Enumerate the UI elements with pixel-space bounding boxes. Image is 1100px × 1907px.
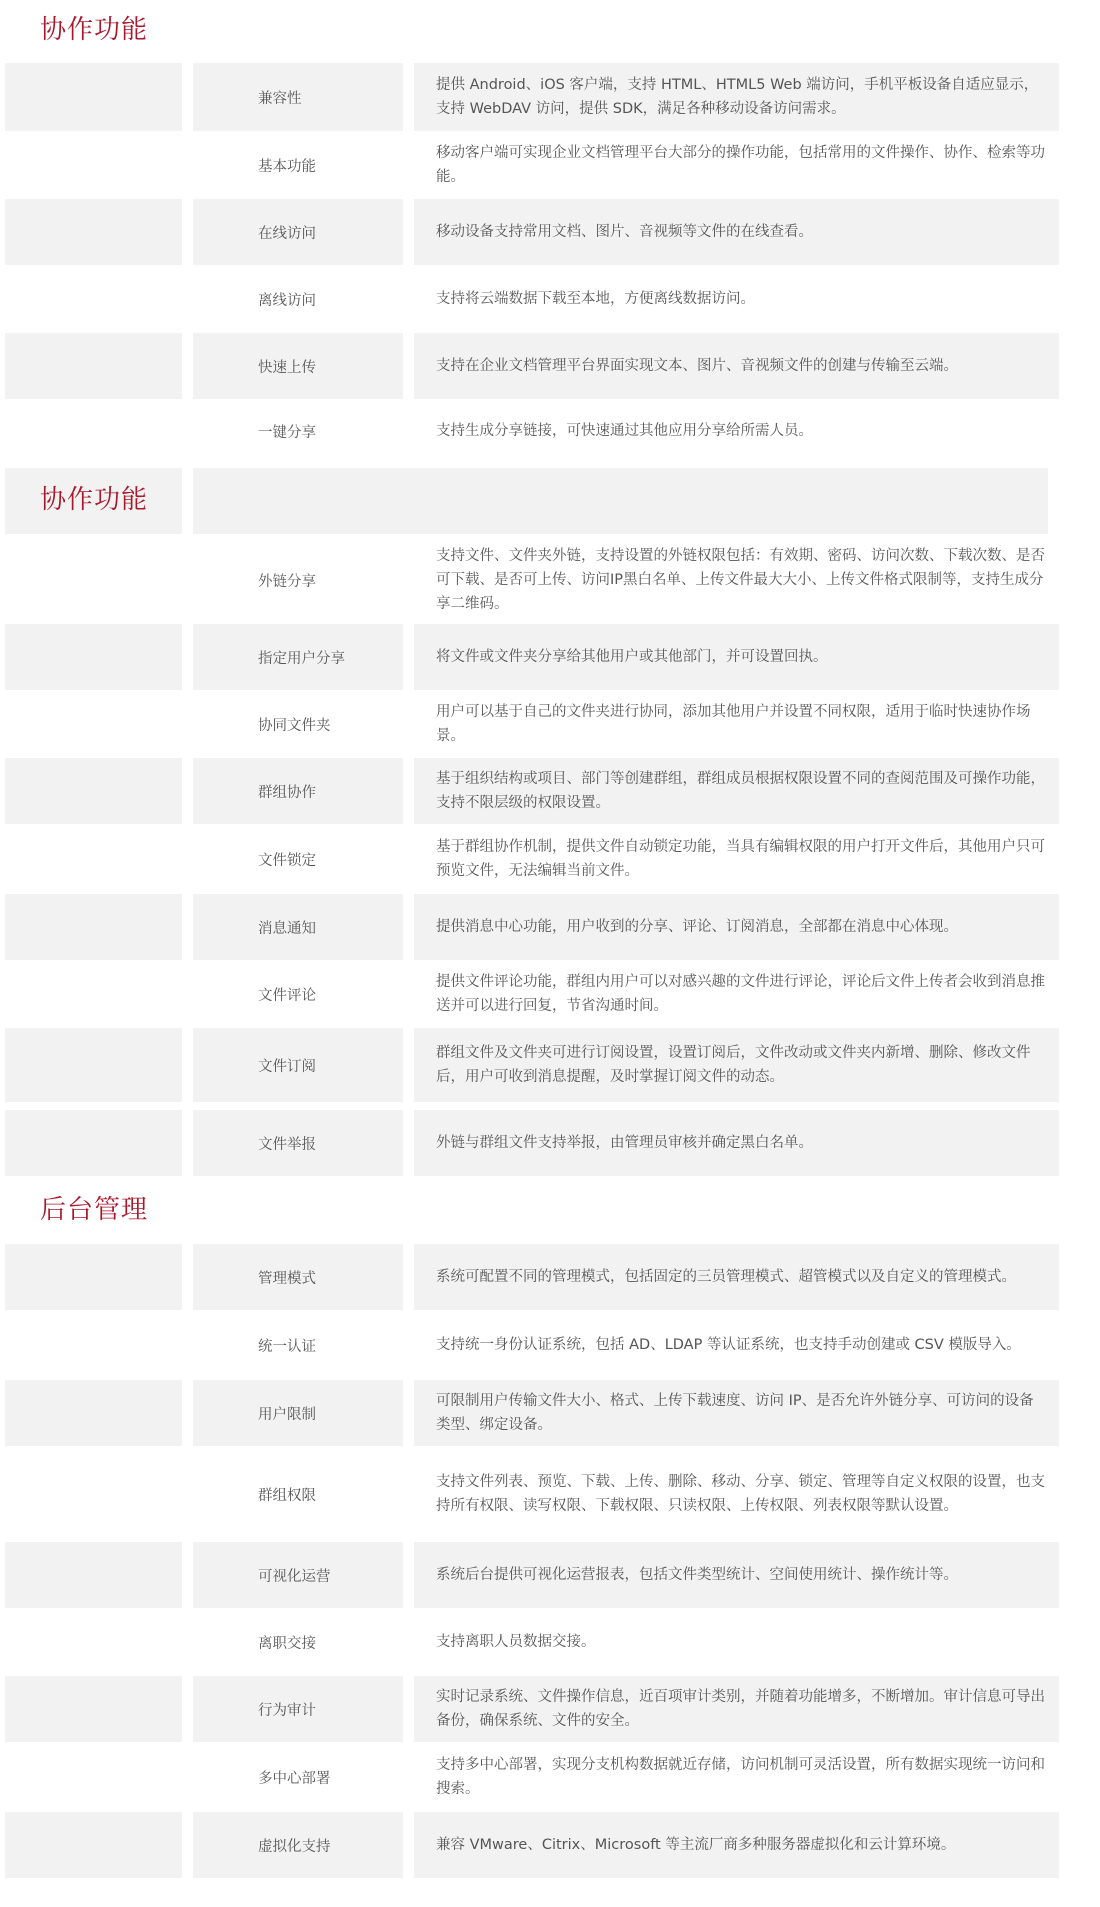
feature-name: 用户限制 [193,1380,403,1446]
feature-desc: 系统后台提供可视化运营报表，包括文件类型统计、空间使用统计、操作统计等。 [414,1542,1059,1608]
feature-desc: 支持文件列表、预览、下载、上传、删除、移动、分享、锁定、管理等自定义权限的设置，也支持所有权限、读写权限、下载权限、只读权限、上传权限、列表权限等默认设置。 [436,1474,1045,1514]
table-row [0,135,1100,199]
table-row [0,1450,1100,1542]
table-row [0,403,1100,463]
table-row [0,1244,1100,1314]
feature-name: 文件订阅 [193,1028,403,1102]
feature-desc: 系统可配置不同的管理模式，包括固定的三员管理模式、超管模式以及自定义的管理模式。 [414,1244,1059,1310]
row-spacer [5,1244,182,1310]
row-spacer [5,1746,182,1808]
feature-name: 一键分享 [258,424,316,441]
feature-name: 群组协作 [193,758,403,824]
feature-desc: 支持离职人员数据交接。 [436,1634,596,1650]
feature-desc: 移动客户端可实现企业文档管理平台大部分的操作功能，包括常用的文件操作、协作、检索等功能。 [436,145,1045,185]
table-row [0,624,1100,694]
feature-name: 可视化运营 [193,1542,403,1608]
table-row [0,1812,1100,1882]
row-spacer [5,1028,182,1102]
row-spacer [5,403,182,459]
row-spacer [5,199,182,265]
row-spacer [5,828,182,890]
section-header-row [0,468,1100,544]
table-row [0,894,1100,964]
row-spacer [5,1612,182,1672]
table-row [0,269,1100,333]
feature-desc: 可限制用户传输文件大小、格式、上传下载速度、访问 IP、是否允许外链分享、可访问的设备类型、绑定设备。 [414,1380,1059,1446]
feature-desc: 实时记录系统、文件操作信息，近百项审计类别，并随着功能增多，不断增加。审计信息可导出备份，确保系统、文件的安全。 [414,1676,1059,1742]
row-spacer [5,624,182,690]
feature-desc: 移动设备支持常用文档、图片、音视频等文件的在线查看。 [414,199,1059,265]
section-title: 后台管理 [40,1195,149,1225]
row-spacer [5,1450,182,1538]
table-row [0,694,1100,758]
feature-desc: 支持多中心部署，实现分支机构数据就近存储，访问机制可灵活设置，所有数据实现统一访问和搜索。 [436,1757,1045,1797]
feature-desc: 提供文件评论功能，群组内用户可以对感兴趣的文件进行评论，评论后文件上传者会收到消息推送并可以进行回复，节省沟通时间。 [436,974,1045,1014]
row-spacer [5,694,182,754]
row-spacer [5,1676,182,1742]
feature-desc: 支持在企业文档管理平台界面实现文本、图片、音视频文件的创建与传输至云端。 [414,333,1059,399]
row-spacer [5,1542,182,1608]
feature-desc: 群组文件及文件夹可进行订阅设置，设置订阅后，文件改动或文件夹内新增、删除、修改文件后，用户可收到消息提醒，及时掌握订阅文件的动态。 [414,1028,1059,1102]
table-row [0,1612,1100,1676]
row-spacer [5,758,182,824]
feature-name: 多中心部署 [258,1770,331,1787]
table-row [0,758,1100,828]
feature-desc: 支持统一身份认证系统，包括 AD、LDAP 等认证系统，也支持手动创建或 CSV 模版导入。 [436,1337,1021,1353]
row-spacer [5,1314,182,1376]
feature-name: 指定用户分享 [193,624,403,690]
table-row [0,199,1100,269]
feature-desc: 将文件或文件夹分享给其他用户或其他部门，并可设置回执。 [414,624,1059,690]
feature-desc: 基于群组协作机制，提供文件自动锁定功能，当具有编辑权限的用户打开文件后，其他用户只可预览文件，无法编辑当前文件。 [436,839,1045,879]
feature-name: 离职交接 [258,1635,316,1652]
feature-name: 行为审计 [193,1676,403,1742]
feature-desc: 支持生成分享链接，可快速通过其他应用分享给所需人员。 [436,423,813,439]
feature-name: 虚拟化支持 [193,1812,403,1878]
feature-name: 在线访问 [193,199,403,265]
table-row [0,1314,1100,1380]
row-spacer [5,1110,182,1176]
row-spacer [5,135,182,195]
feature-name: 文件举报 [193,1110,403,1176]
table-row [0,964,1100,1028]
feature-desc: 兼容 VMware、Citrix、Microsoft 等主流厂商多种服务器虚拟化和云计算环境。 [414,1812,1059,1878]
table-row [0,540,1100,624]
feature-name: 消息通知 [193,894,403,960]
table-row [0,828,1100,894]
table-row [0,63,1100,135]
row-spacer [5,1380,182,1446]
row-spacer [5,894,182,960]
feature-desc: 提供 Android、iOS 客户端，支持 HTML、HTML5 Web 端访问，手机平板设备自适应显示，支持 WebDAV 访问，提供 SDK，满足各种移动设备访问需求。 [414,63,1059,131]
row-spacer [5,63,182,131]
feature-name: 群组权限 [258,1487,316,1504]
feature-desc: 外链与群组文件支持举报，由管理员审核并确定黑白名单。 [414,1110,1059,1176]
header-band [193,468,1048,534]
row-spacer [5,964,182,1024]
feature-name: 基本功能 [258,158,316,175]
table-row [0,1380,1100,1450]
row-spacer [5,333,182,399]
feature-desc: 基于组织结构或项目、部门等创建群组，群组成员根据权限设置不同的查阅范围及可操作功能，支持不限层级的权限设置。 [414,758,1059,824]
table-row [0,333,1100,403]
row-spacer [5,1812,182,1878]
feature-desc: 用户可以基于自己的文件夹进行协同，添加其他用户并设置不同权限，适用于临时快速协作场景。 [436,704,1031,744]
section-title: 协作功能 [40,15,149,45]
feature-name: 协同文件夹 [258,717,331,734]
feature-desc: 提供消息中心功能，用户收到的分享、评论、订阅消息，全部都在消息中心体现。 [414,894,1059,960]
feature-name: 离线访问 [258,292,316,309]
row-spacer [5,540,182,620]
feature-name: 兼容性 [193,63,403,131]
feature-name: 文件评论 [258,987,316,1004]
feature-desc: 支持文件、文件夹外链，支持设置的外链权限包括：有效期、密码、访问次数、下载次数、是否可下载、是否可上传、访问IP黑白名单、上传文件最大大小、上传文件格式限制等，支持生成分享二维码。 [436,548,1045,612]
feature-name: 统一认证 [258,1338,316,1355]
feature-name: 外链分享 [258,573,316,590]
section-title: 协作功能 [40,485,149,515]
row-spacer [5,269,182,329]
feature-name: 管理模式 [193,1244,403,1310]
table-row [0,1028,1100,1106]
feature-name: 文件锁定 [258,852,316,869]
table-row [0,1110,1100,1180]
table-row [0,1542,1100,1612]
feature-desc: 支持将云端数据下载至本地，方便离线数据访问。 [436,291,755,307]
table-row [0,1676,1100,1746]
table-row [0,1746,1100,1812]
feature-name: 快速上传 [193,333,403,399]
